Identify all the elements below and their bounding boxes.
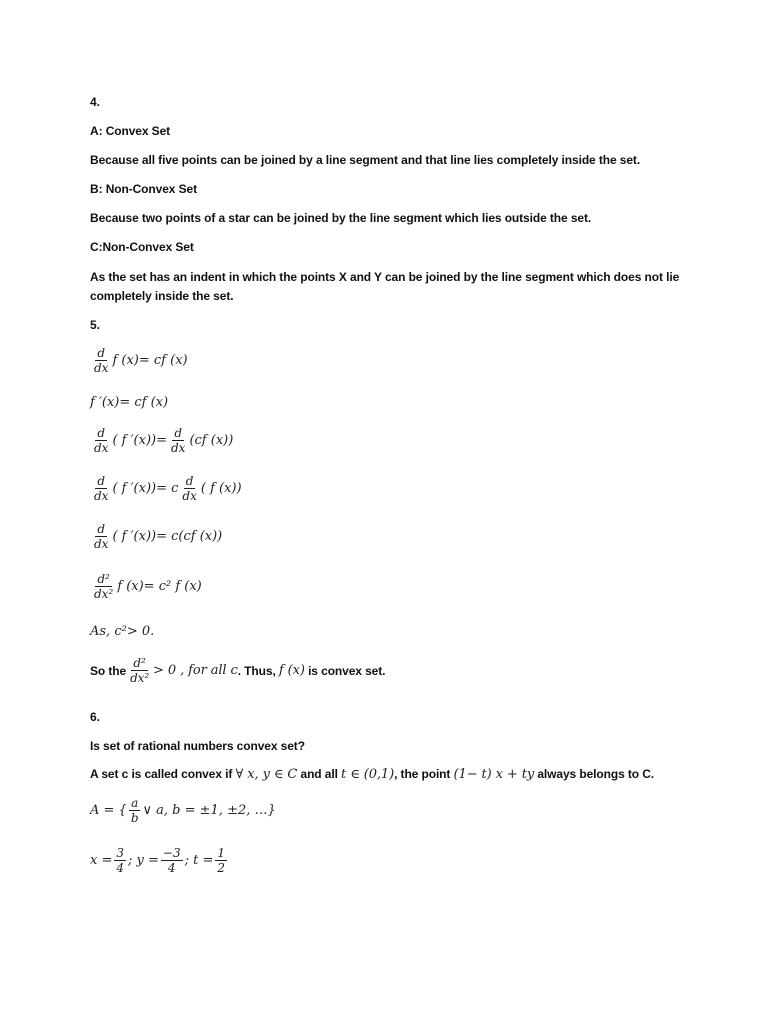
q5-number: 5.: [90, 318, 100, 332]
q4-a-title: A: Convex Set: [90, 124, 171, 138]
fraction: $\frac{\text{d²}}{\text{dx²}}$: [130, 656, 150, 685]
q6-values: x = $\frac{3}{4}$ ; y = $\frac{-3}{4}$ ; t = $\frac{1}{2}$: [90, 846, 225, 875]
q5-eq6: $\frac{\text{d²}}{\text{dx²}}$ f (x)= c² f (x): [94, 572, 202, 601]
q6-set-a: A = { $\frac{a}{b}$ ∨ a, b = ±1, ±2, …}: [90, 796, 276, 825]
fraction: $\frac{d}{dx}$: [94, 474, 109, 503]
q6-definition: A set c is called convex if ∀ x, y ∈ C and all t ∈ (0,1), the point (1− t) x + ty always belongs to C.: [90, 767, 655, 782]
fraction: $\frac{a}{b}$: [130, 796, 139, 825]
fraction: $\frac{d}{dx}$: [94, 426, 109, 455]
fraction: $\frac{\text{d²}}{\text{dx²}}$: [94, 572, 114, 601]
q5-eq4: $\frac{d}{dx}$ ( f ′(x))= c $\frac{d}{dx}$ ( f (x)): [94, 474, 242, 503]
q6-number: 6.: [90, 710, 100, 724]
q5-eq2: f ′(x)= cf (x): [90, 395, 169, 410]
q4-number: 4.: [90, 95, 100, 109]
q4-c-text: As the set has an indent in which the points X and Y can be joined by the line segment which does not lie completely inside the set.: [90, 270, 680, 303]
q5-eq1: $\frac{d}{dx}$ f (x)= cf (x): [94, 346, 188, 375]
q4-b-title: B: Non-Convex Set: [90, 182, 197, 196]
q5-eq5: $\frac{d}{dx}$ ( f ′(x))= c(cf (x)): [94, 522, 223, 551]
fraction: $\frac{-3}{4}$: [162, 846, 181, 875]
q4-c-title: C:Non-Convex Set: [90, 240, 194, 254]
q6-question: Is set of rational numbers convex set?: [90, 739, 305, 753]
q5-eq3: $\frac{d}{dx}$ ( f ′(x))= $\frac{d}{dx}$ (cf (x)): [94, 426, 234, 455]
q5-eq7: As, c²> 0.: [90, 624, 155, 639]
fraction: $\frac{d}{dx}$: [171, 426, 186, 455]
q4-a-text: Because all five points can be joined by a line segment and that line lies completely inside the set.: [90, 153, 641, 167]
fraction: $\frac{d}{dx}$: [182, 474, 197, 503]
fraction: $\frac{3}{4}$: [116, 846, 124, 875]
q5-conclusion: So the $\frac{\text{d²}}{\text{dx²}}$ > 0 , for all c . Thus, f (x) is convex set.: [90, 656, 386, 685]
fraction: $\frac{d}{dx}$: [94, 522, 109, 551]
fraction: $\frac{d}{dx}$: [94, 346, 109, 375]
q4-b-text: Because two points of a star can be joined by the line segment which lies outside the set.: [90, 211, 592, 225]
fraction: $\frac{1}{2}$: [217, 846, 225, 875]
